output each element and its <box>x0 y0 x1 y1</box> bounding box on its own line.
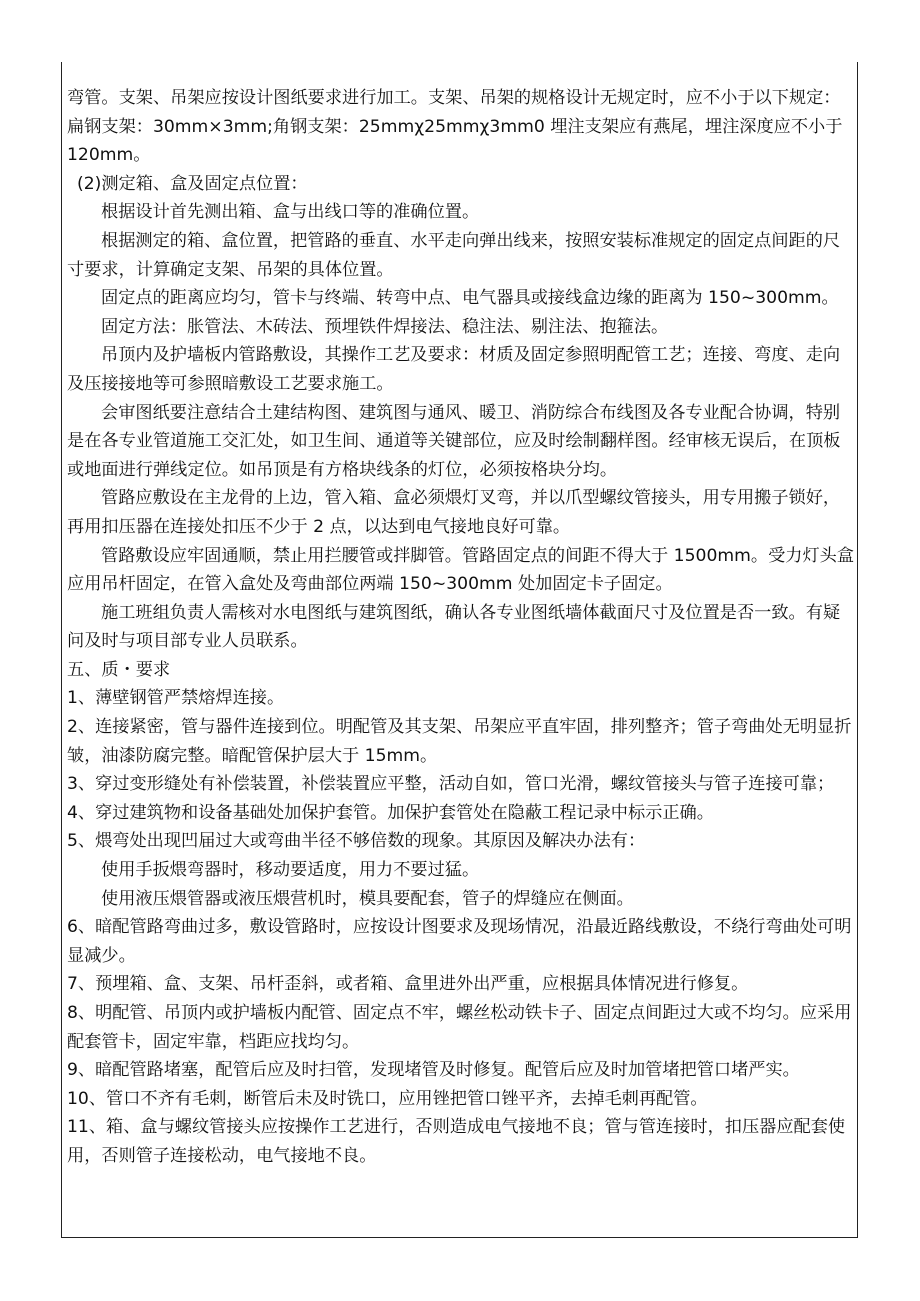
paragraph-5: 固定点的距离应均匀，管卡与终端、转弯中点、电气器具或接线盒边缘的距离为 150~300mm。 <box>101 288 839 309</box>
paragraph-7: 吊顶内及护墙板内管路敷设，其操作工艺及要求：材质及固定参照明配管工艺；连接、弯度、走向及压接接地等可参照暗敷设工艺要求施工。 <box>67 345 841 394</box>
list-item-7: 7、预埋箱、盒、支架、吊杆歪斜，或者箱、盒里进外出严重，应根据具体情况进行修复。 <box>67 974 749 995</box>
section-heading-quality: 五、质・要求 <box>67 659 171 680</box>
list-item-8: 8、明配管、吊顶内或护墙板内配管、固定点不牢，螺丝松动铁卡子、固定点间距过大或不均匀。应采用配套管卡，固定牢靠，档距应找均匀。 <box>67 1003 852 1052</box>
document-body <box>67 84 855 1171</box>
paragraph-2: (2)测定箱、盒及固定点位置： <box>77 173 308 194</box>
list-item-6: 6、暗配管路弯曲过多，敷设管路时，应按设计图要求及现场情况，沿最近路线敷设，不绕行弯曲处可明显减少。 <box>67 917 852 966</box>
paragraph-4: 根据测定的箱、盒位置，把管路的垂直、水平走向弹出线来，按照安装标准规定的固定点间距的尺寸要求，计算确定支架、吊架的具体位置。 <box>67 230 841 280</box>
paragraph-1: 弯管。支架、吊架应按设计图纸要求进行加工。支架、吊架的规格设计无规定时，应不小于以下规定：扁钢支架：30mm×3mm;角钢支架：25mmχ25mmχ3mm0 埋注支架应有燕尾，埋注深度应不小于 120mm。 <box>67 88 843 166</box>
paragraph-6: 固定方法：胀管法、木砖法、预埋铁件焊接法、稳注法、剔注法、抱箍法。 <box>101 316 669 337</box>
list-item-4: 4、穿过建筑物和设备基础处加保护套管。加保护套管处在隐蔽工程记录中标示正确。 <box>67 802 714 823</box>
list-item-5-sub-1: 使用手扳煨弯器时，移动要适度，用力不要过猛。 <box>101 860 480 881</box>
list-item-9: 9、暗配管路堵塞，配管后应及时扫管，发现堵管及时修复。配管后应及时加管堵把管口堵严实。 <box>67 1060 800 1081</box>
list-item-10: 10、管口不齐有毛刺，断管后未及时铣口，应用锉把管口锉平齐，去掉毛刺再配管。 <box>67 1088 708 1109</box>
list-item-5: 5、煨弯处出现凹届过大或弯曲半径不够倍数的现象。其原因及解决办法有： <box>67 831 646 852</box>
list-item-3: 3、穿过变形缝处有补偿装置，补偿装置应平整，活动自如，管口光滑，螺纹管接头与管子连接可靠； <box>67 774 835 795</box>
list-item-5-sub-2: 使用液压煨管器或液压煨营机时，模具要配套，管子的焊缝应在侧面。 <box>101 888 634 909</box>
paragraph-8: 会审图纸要注意结合土建结构图、建筑图与通风、暖卫、消防综合布线图及各专业配合协调，特别是在各专业管道施工交汇处，如卫生间、通道等关键部位，应及时绘制翻样图。经审核无误后，在顶板或地面进行弹线定位。如吊顶是有方格块线条的灯位，必须按格块分均。 <box>67 402 841 480</box>
list-item-11: 11、箱、盒与螺纹管接头应按操作工艺进行，否则造成电气接地不良；管与管连接时，扣压器应配套使用，否则管子连接松动，电气接地不良。 <box>67 1117 846 1166</box>
paragraph-10: 管路敷设应牢固通顺，禁止用拦腰管或拌脚管。管路固定点的间距不得大于 1500mm。受力灯头盒应用吊杆固定，在管入盒处及弯曲部位两端 150~300mm 处加固定卡子固定。 <box>67 545 855 595</box>
paragraph-9: 管路应敷设在主龙骨的上边，管入箱、盒必须煨灯叉弯，并以爪型螺纹管接头，用专用搬子锁好，再用扣压器在连接处扣压不少于 2 点，以达到电气接地良好可靠。 <box>67 488 841 537</box>
list-item-1: 1、薄壁钢管严禁熔焊连接。 <box>67 688 285 709</box>
list-item-2: 2、连接紧密，管与器件连接到位。明配管及其支架、吊架应平直牢固，排列整齐；管子弯曲处无明显折皱，油漆防腐完整。暗配管保护层大于 15mm。 <box>67 717 852 766</box>
paragraph-3: 根据设计首先测出箱、盒与出线口等的准确位置。 <box>101 202 480 223</box>
paragraph-11: 施工班组负责人需核对水电图纸与建筑图纸，确认各专业图纸墙体截面尺寸及位置是否一致。有疑问及时与项目部专业人员联系。 <box>67 602 841 652</box>
